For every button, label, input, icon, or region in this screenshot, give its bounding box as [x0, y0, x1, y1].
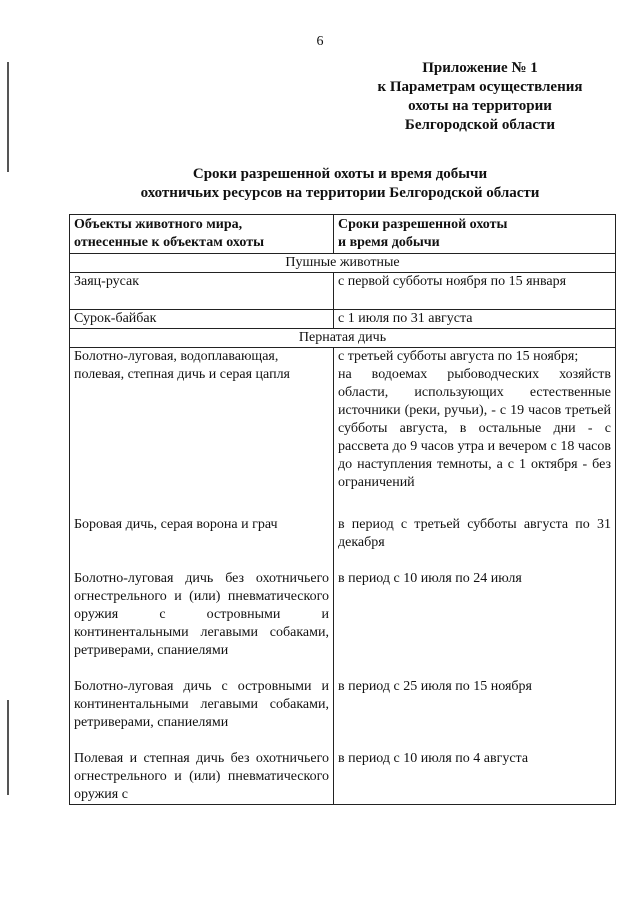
- table-row: [70, 510, 616, 570]
- section-fur-animals: Пушные животные: [70, 254, 616, 273]
- row-spacer: [338, 291, 611, 309]
- period-cell: в период с третьей субботы августа по 31 декабря: [334, 510, 616, 570]
- period-cell: в период с 10 июля по 4 августа: [334, 750, 616, 805]
- header-periods: Сроки разрешенной охоты и время добычи: [334, 215, 616, 254]
- section-feathered-game: Пернатая дичь: [70, 329, 616, 348]
- section-row-fur: [70, 254, 616, 273]
- object-cell: Болотно-луговая дичь с островными и континентальными легавыми собаками, ретриверами, спаниелями: [70, 678, 334, 750]
- hunting-periods-table: [69, 214, 616, 805]
- table-header-row: [70, 215, 616, 254]
- period-cell: с третьей субботы августа по 15 ноября; на водоемах рыбоводческих хозяйств области, использующих естественные источники (реки, ручьи), - с 19 часов третьей субботы августа, в остальные дни - с рассвета до 9 часов утра и вечером с 18 часов до наступления темноты, а с 1 октября - без ограничений: [334, 348, 616, 511]
- table-row: [70, 570, 616, 678]
- section-row-bird: [70, 329, 616, 348]
- title-line-2: охотничьих ресурсов на территории Белгородской области: [140, 185, 540, 201]
- row-spacer: [74, 732, 329, 750]
- table-row: [70, 310, 616, 329]
- object-cell: Полевая и степная дичь без охотничьего огнестрельного и (или) пневматического оружия с: [70, 750, 334, 805]
- document-title: [70, 165, 610, 203]
- object-cell: Заяц-русак: [70, 273, 334, 310]
- appendix-line-4: Белгородской области: [404, 117, 556, 133]
- title-line-1: Сроки разрешенной охоты и время добычи: [192, 166, 488, 182]
- object-cell: Болотно-луговая, водоплавающая, полевая, степная дичь и серая цапля: [70, 348, 334, 511]
- appendix-line-3: охоты на территории: [408, 98, 552, 114]
- period-cell: с 1 июля по 31 августа: [334, 310, 616, 329]
- row-spacer: [74, 660, 329, 678]
- appendix-line-1: Приложение № 1: [422, 60, 538, 76]
- row-spacer: [338, 552, 611, 570]
- period-cell: с первой субботы ноября по 15 января: [334, 273, 616, 310]
- period-cell: в период с 10 июля по 24 июля: [334, 570, 616, 678]
- object-cell: Боровая дичь, серая ворона и грач: [70, 510, 334, 570]
- table-row: [70, 750, 616, 805]
- table-row: [70, 348, 616, 511]
- table-row: [70, 273, 616, 310]
- page-number: 6: [316, 34, 324, 49]
- appendix-header: [360, 59, 600, 135]
- appendix-line-2: к Параметрам осуществления: [377, 79, 583, 95]
- period-cell: в период с 25 июля по 15 ноября: [334, 678, 616, 750]
- object-cell: Сурок-байбак: [70, 310, 334, 329]
- left-margin-line-bottom: [7, 700, 9, 795]
- table-row: [70, 678, 616, 750]
- header-objects: Объекты животного мира, отнесенные к объектам охоты: [70, 215, 334, 254]
- left-margin-line-top: [7, 62, 9, 172]
- object-cell: Болотно-луговая дичь без охотничьего огнестрельного и (или) пневматического оружия с островными и континентальными легавыми собаками, ретриверами, спаниелями: [70, 570, 334, 678]
- row-spacer: [338, 492, 611, 510]
